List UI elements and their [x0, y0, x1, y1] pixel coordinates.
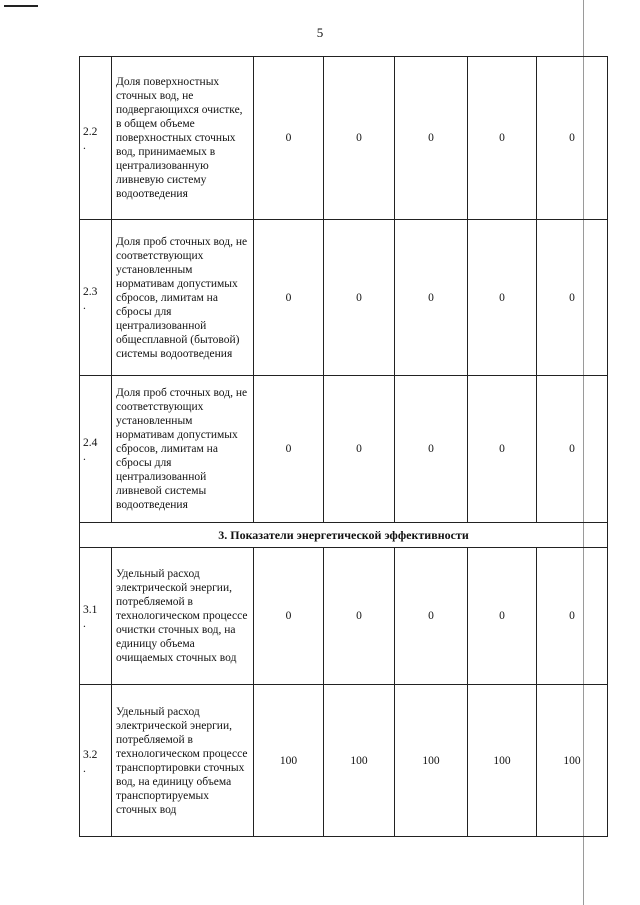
value-cell: 0 [468, 57, 537, 220]
row-number: 3.1 . [80, 548, 112, 685]
value-cell: 0 [324, 548, 395, 685]
value-cell: 100 [254, 685, 324, 837]
indicators-table-wrap [79, 56, 607, 837]
page-number: 5 [316, 25, 324, 40]
value-cell: 100 [537, 685, 608, 837]
value-cell: 0 [254, 220, 324, 376]
value-cell: 100 [324, 685, 395, 837]
value-cell: 0 [254, 376, 324, 523]
value-cell: 0 [468, 376, 537, 523]
value-cell: 0 [537, 220, 608, 376]
value-cell: 0 [537, 548, 608, 685]
value-cell: 0 [395, 376, 468, 523]
table-row [80, 376, 608, 523]
row-number: 2.3 . [80, 220, 112, 376]
section-title: 3. Показатели энергетической эффективности [80, 523, 608, 548]
row-number: 2.2 . [80, 57, 112, 220]
indicators-table [79, 56, 608, 837]
indicator-description: Доля поверхностных сточных вод, не подвергающихся очистке, в общем объеме поверхностных сточных вод, принимаемых в централизованную ливневую систему водоотведения [112, 57, 254, 220]
indicator-description: Удельный расход электрической энергии, потребляемой в технологическом процессе очистки сточных вод, на единицу объема очищаемых сточных вод [112, 548, 254, 685]
value-cell: 0 [324, 220, 395, 376]
value-cell: 100 [395, 685, 468, 837]
value-cell: 0 [537, 376, 608, 523]
row-number: 2.4 . [80, 376, 112, 523]
value-cell: 0 [537, 57, 608, 220]
table-row [80, 548, 608, 685]
value-cell: 0 [468, 548, 537, 685]
table-row [80, 57, 608, 220]
indicator-description: Доля проб сточных вод, не соответствующих установленным нормативам допустимых сбросов, лимитам на сбросы для централизованной ливневой системы водоотведения [112, 376, 254, 523]
section-header-row [80, 523, 608, 548]
table-row [80, 220, 608, 376]
value-cell: 0 [468, 220, 537, 376]
value-cell: 0 [395, 548, 468, 685]
value-cell: 0 [395, 220, 468, 376]
value-cell: 0 [324, 57, 395, 220]
corner-mark [4, 5, 38, 7]
indicator-description: Удельный расход электрической энергии, потребляемой в технологическом процессе транспортировки сточных вод, на единицу объема транспортируемых сточных вод [112, 685, 254, 837]
value-cell: 0 [254, 57, 324, 220]
value-cell: 0 [254, 548, 324, 685]
table-row [80, 685, 608, 837]
indicator-description: Доля проб сточных вод, не соответствующих установленным нормативам допустимых сбросов, лимитам на сбросы для централизованной общесплавной (бытовой) системы водоотведения [112, 220, 254, 376]
value-cell: 0 [395, 57, 468, 220]
value-cell: 100 [468, 685, 537, 837]
value-cell: 0 [324, 376, 395, 523]
row-number: 3.2 . [80, 685, 112, 837]
